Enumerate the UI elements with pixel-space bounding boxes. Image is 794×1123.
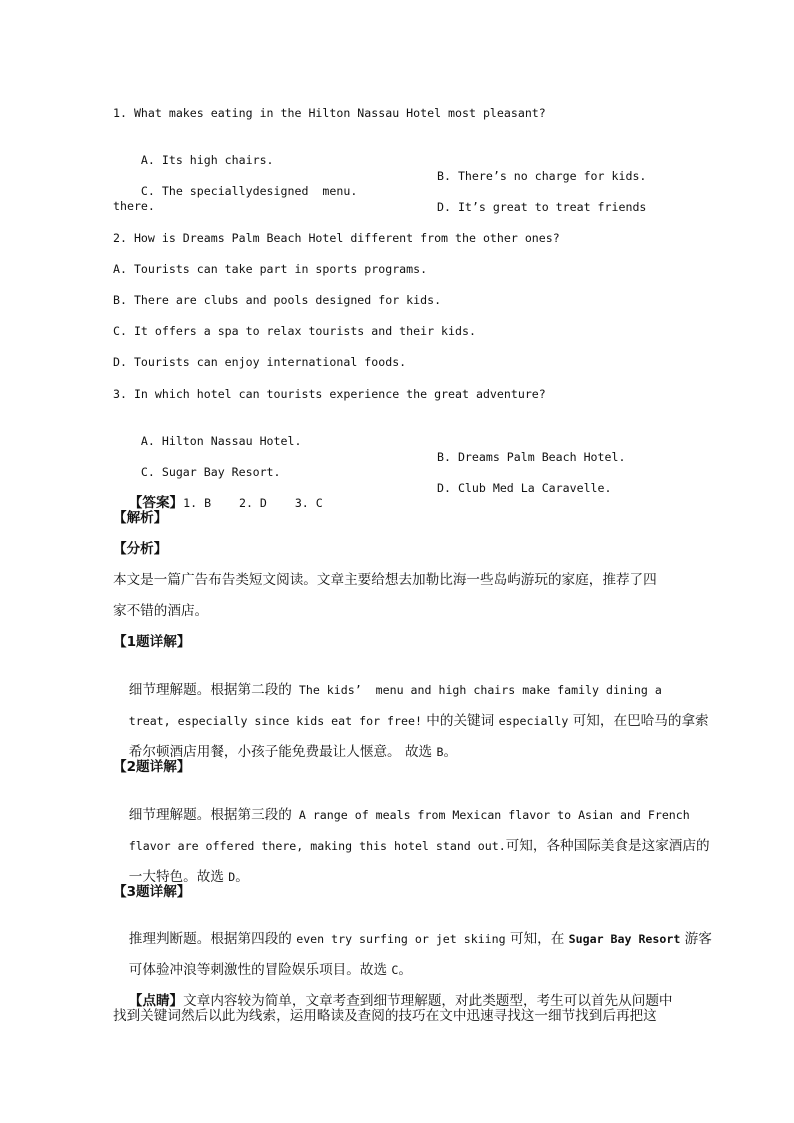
q1-option-d-continued: there. (113, 199, 155, 213)
analysis-label: 【解析】 (113, 510, 168, 526)
answer-label: 【答案】 (128, 495, 184, 511)
d1-text: 可知，在巴哈马的拿索 (568, 713, 709, 729)
d3-choice: C (391, 963, 399, 977)
q3-option-d: D. Club Med La Caravelle. (437, 481, 612, 495)
fenxi-label: 【分析】 (113, 541, 168, 557)
q1-option-d: D. It’s great to treat friends (437, 200, 647, 214)
d1-quote-cont: treat, especially since kids eat for free! (128, 714, 422, 728)
q2-option-d: D. Tourists can enjoy international foods. (113, 355, 407, 369)
d3-text: 游客 (680, 931, 712, 947)
d1-label: 【1题详解】 (113, 634, 191, 650)
q3-option-c: C. Sugar Bay Resort. (140, 465, 281, 479)
q2-option-a: A. Tourists can take part in sports programs. (113, 262, 428, 276)
d2-text: 。 (235, 869, 249, 885)
q1-option-c: C. The speciallydesigned menu. (140, 184, 358, 198)
d2-text: 一大特色。故选 (128, 869, 229, 885)
d2-text: 细节理解题。根据第三段的 (128, 807, 292, 823)
q2-question: 2. How is Dreams Palm Beach Hotel different from the other ones? (113, 231, 560, 245)
d3-text: 可体验冲浪等刺激性的冒险娱乐项目。故选 (128, 962, 392, 978)
fenxi-line-2: 家不错的酒店。 (113, 603, 209, 619)
d1-quote: The kids’ menu and high chairs make family dining a (291, 683, 662, 697)
q1-question: 1. What makes eating in the Hilton Nassau Hotel most pleasant? (113, 106, 546, 120)
d1-text: 细节理解题。根据第二段的 (128, 682, 292, 698)
d2-quote-cont: flavor are offered there, making this hotel stand out. (128, 839, 506, 853)
q3-option-b: B. Dreams Palm Beach Hotel. (437, 450, 626, 464)
fenxi-line-1: 本文是一篇广告布告类短文阅读。文章主要给想去加勒比海一些岛屿游玩的家庭，推荐了四 (113, 572, 657, 588)
d3-text: 可知，在 (505, 931, 569, 947)
dianjing-text: 文章内容较为简单，文章考查到细节理解题，对此类题型，考生可以首先从问题中 (183, 993, 673, 1009)
d1-choice: B (436, 745, 444, 759)
d2-text: 可知，各种国际美食是这家酒店的 (505, 838, 710, 854)
q2-option-c: C. It offers a spa to relax tourists and their kids. (113, 324, 476, 338)
d3-quote: even try surfing or jet skiing (296, 932, 506, 946)
dianjing-line-2: 找到关键词然后以此为线索，运用略读及查阅的技巧在文中迅速寻找这一细节找到后再把这 (113, 1008, 657, 1024)
d2-quote: A range of meals from Mexican flavor to Asian and French (291, 808, 690, 822)
answer-text: 1. B 2. D 3. C (183, 496, 323, 510)
d3-text: 推理判断题。根据第四段的 (128, 931, 297, 947)
d2-label: 【2题详解】 (113, 759, 191, 775)
q3-question: 3. In which hotel can tourists experience the great adventure? (113, 387, 546, 401)
d3-hotel-name: Sugar Bay Resort (568, 932, 681, 946)
q1-option-b: B. There’s no charge for kids. (437, 169, 647, 183)
q2-option-b: B. There are clubs and pools designed for kids. (113, 293, 442, 307)
q3-option-a: A. Hilton Nassau Hotel. (140, 434, 302, 448)
d3-label: 【3题详解】 (113, 884, 191, 900)
d1-text: 希尔顿酒店用餐，小孩子能免费最让人惬意。 故选 (128, 744, 437, 760)
d3-text: 。 (398, 962, 412, 978)
d1-text: 。 (443, 744, 458, 760)
d1-text: 中的关键词 (421, 713, 499, 729)
dianjing-label: 【点睛】 (128, 993, 184, 1009)
q1-option-a: A. Its high chairs. (140, 153, 274, 167)
d2-choice: D (228, 870, 236, 884)
d1-keyword: especially (498, 714, 569, 728)
